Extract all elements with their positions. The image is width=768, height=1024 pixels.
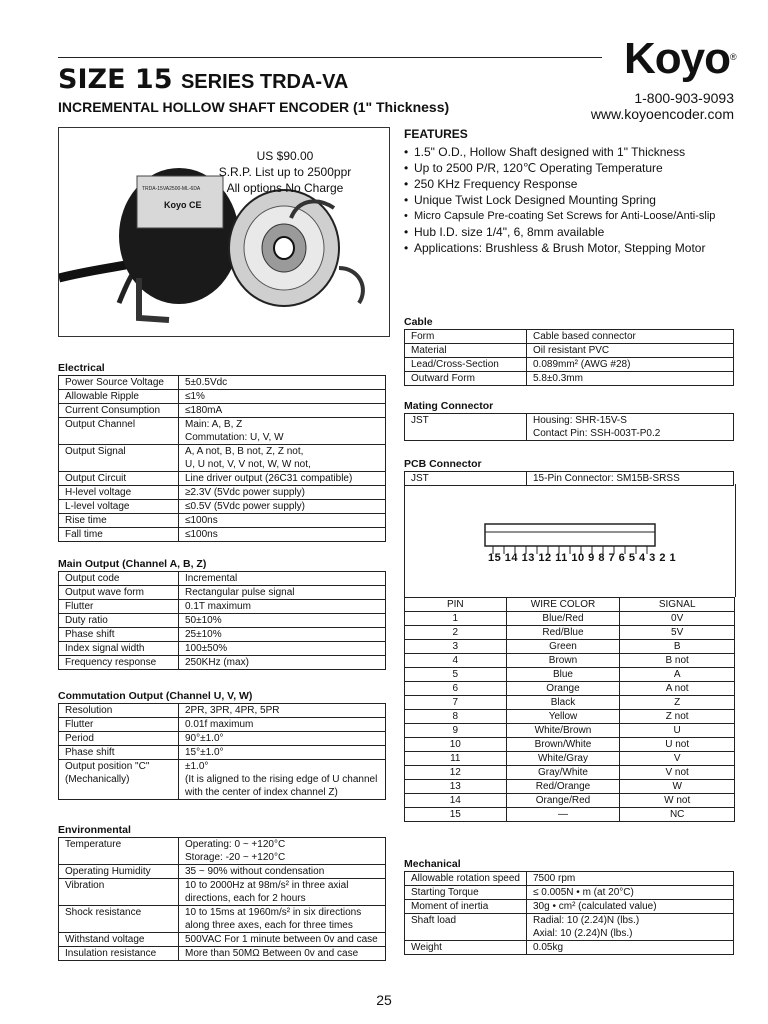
spec-row — [405, 900, 734, 914]
spec-row — [59, 376, 386, 390]
spec-value: More than 50MΩ Between 0v and case — [179, 947, 386, 961]
spec-label: Output position "C" (Mechanically) — [59, 760, 179, 800]
spec-label: Phase shift — [59, 628, 179, 642]
pin-row — [405, 612, 735, 626]
spec-value: Line driver output (26C31 compatible) — [179, 472, 386, 486]
spec-label: Power Source Voltage — [59, 376, 179, 390]
electrical-table — [58, 375, 386, 542]
feature-item: • 1.5" O.D., Hollow Shaft designed with 1" Thickness — [404, 144, 715, 160]
spec-row — [59, 656, 386, 670]
signal-name: V not — [620, 766, 735, 780]
wire-color: Blue — [506, 668, 620, 682]
pin-number: 4 — [405, 654, 507, 668]
feature-item: • Unique Twist Lock Designed Mounting Spring — [404, 192, 715, 208]
pin-number-labels: 15 14 13 12 11 10 9 8 7 6 5 4 3 2 1 — [488, 552, 677, 564]
signal-name: B — [620, 640, 735, 654]
spec-row — [59, 642, 386, 656]
spec-label: Vibration — [59, 879, 179, 906]
signal-name: V — [620, 752, 735, 766]
feature-item: • Applications: Brushless & Brush Motor, Stepping Motor — [404, 240, 715, 256]
pin-number: 3 — [405, 640, 507, 654]
pin-row — [405, 766, 735, 780]
main-output-title: Main Output (Channel A, B, Z) — [58, 558, 207, 570]
spec-label: Output Signal — [59, 445, 179, 472]
spec-label: Weight — [405, 941, 527, 955]
spec-value: Rectangular pulse signal — [179, 586, 386, 600]
mating-table — [404, 413, 734, 441]
spec-value: 100±50% — [179, 642, 386, 656]
connector-illustration — [405, 484, 735, 597]
header-rule — [58, 57, 602, 58]
spec-label: Moment of inertia — [405, 900, 527, 914]
pin-row — [405, 668, 735, 682]
spec-row — [59, 404, 386, 418]
spec-value: ≤180mA — [179, 404, 386, 418]
spec-label: Fall time — [59, 528, 179, 542]
spec-label: Period — [59, 732, 179, 746]
spec-label: Withstand voltage — [59, 933, 179, 947]
pin-number: 14 — [405, 794, 507, 808]
spec-label: Output code — [59, 572, 179, 586]
spec-row — [405, 344, 734, 358]
spec-label: Insulation resistance — [59, 947, 179, 961]
wire-color: Green — [506, 640, 620, 654]
spec-value: 10 to 2000Hz at 98m/s² in three axial directions, each for 2 hours — [179, 879, 386, 906]
spec-value: Radial: 10 (2.24)N (lbs.) Axial: 10 (2.24)N (lbs.) — [527, 914, 734, 941]
spec-label: Flutter — [59, 718, 179, 732]
spec-value: ±1.0° (It is aligned to the rising edge of U channel with the center of index channel Z) — [179, 760, 386, 800]
spec-value: ≤0.5V (5Vdc power supply) — [179, 500, 386, 514]
pin-number: 7 — [405, 696, 507, 710]
spec-value: ≥2.3V (5Vdc power supply) — [179, 486, 386, 500]
spec-label: Output Circuit — [59, 472, 179, 486]
spec-row — [405, 872, 734, 886]
spec-value: 500VAC For 1 minute between 0v and case — [179, 933, 386, 947]
signal-name: Z not — [620, 710, 735, 724]
pin-row — [405, 808, 735, 822]
spec-row — [405, 914, 734, 941]
features-block — [404, 126, 715, 256]
cable-title: Cable — [404, 316, 433, 328]
spec-row — [59, 472, 386, 486]
pin-number: 15 — [405, 808, 507, 822]
signal-name: 5V — [620, 626, 735, 640]
spec-value: 35 ~ 90% without condensation — [179, 865, 386, 879]
spec-value: A, A not, B, B not, Z, Z not, U, U not, V, V not, W, W not, — [179, 445, 386, 472]
spec-row — [59, 528, 386, 542]
website-link[interactable]: www.koyoencoder.com — [590, 106, 734, 122]
pin-number: 6 — [405, 682, 507, 696]
pin-row — [405, 738, 735, 752]
environmental-title: Environmental — [58, 824, 131, 836]
spec-row — [59, 704, 386, 718]
pin-row — [405, 710, 735, 724]
spec-label: L-level voltage — [59, 500, 179, 514]
spec-label: Output wave form — [59, 586, 179, 600]
electrical-title: Electrical — [58, 362, 105, 374]
spec-label: Starting Torque — [405, 886, 527, 900]
koyo-logo: Koyo® — [624, 34, 736, 83]
contact-info — [591, 90, 734, 122]
features-title: FEATURES — [404, 127, 468, 141]
spec-value: 0.1T maximum — [179, 600, 386, 614]
wire-color: — — [506, 808, 620, 822]
phone-number: 1-800-903-9093 — [634, 90, 734, 106]
wire-color: Yellow — [506, 710, 620, 724]
wire-color: White/Brown — [506, 724, 620, 738]
spec-value: 5.8±0.3mm — [527, 372, 734, 386]
spec-label: Flutter — [59, 600, 179, 614]
spec-label: Allowable rotation speed — [405, 872, 527, 886]
spec-label: Form — [405, 330, 527, 344]
spec-label: JST — [405, 414, 527, 441]
signal-name: Z — [620, 696, 735, 710]
pcb-title: PCB Connector — [404, 458, 482, 470]
spec-row — [405, 372, 734, 386]
spec-row — [59, 933, 386, 947]
size-label: SIZE 15 — [58, 64, 173, 95]
spec-row — [405, 941, 734, 955]
signal-name: B not — [620, 654, 735, 668]
pin-table — [404, 597, 735, 822]
mechanical-title: Mechanical — [404, 858, 461, 870]
spec-row — [405, 358, 734, 372]
pin-number: 12 — [405, 766, 507, 780]
spec-label: Duty ratio — [59, 614, 179, 628]
pin-number: 9 — [405, 724, 507, 738]
wire-color: Red/Blue — [506, 626, 620, 640]
spec-row — [59, 879, 386, 906]
pin-number: 2 — [405, 626, 507, 640]
spec-row — [59, 760, 386, 800]
svg-text:Koyo CE: Koyo CE — [164, 200, 202, 210]
pin-number: 1 — [405, 612, 507, 626]
spec-row — [59, 572, 386, 586]
spec-row — [59, 586, 386, 600]
spec-row — [59, 614, 386, 628]
spec-value: Incremental — [179, 572, 386, 586]
spec-label: Index signal width — [59, 642, 179, 656]
spec-row — [59, 718, 386, 732]
wire-color: Gray/White — [506, 766, 620, 780]
wire-color: Blue/Red — [506, 612, 620, 626]
wire-color: Brown — [506, 654, 620, 668]
spec-row — [405, 414, 734, 441]
spec-row — [59, 418, 386, 445]
pin-row — [405, 724, 735, 738]
wire-color: Brown/White — [506, 738, 620, 752]
spec-row — [59, 390, 386, 404]
spec-label: Frequency response — [59, 656, 179, 670]
spec-label: Rise time — [59, 514, 179, 528]
pin-number: 11 — [405, 752, 507, 766]
spec-value: 0.01f maximum — [179, 718, 386, 732]
feature-item: • Up to 2500 P/R, 120℃ Operating Temperature — [404, 160, 715, 176]
spec-value: Operating: 0 ~ +120°C Storage: -20 ~ +120°C — [179, 838, 386, 865]
spec-label: Shaft load — [405, 914, 527, 941]
spec-value: 0.05kg — [527, 941, 734, 955]
commutation-title: Commutation Output (Channel U, V, W) — [58, 690, 253, 702]
spec-value: 15°±1.0° — [179, 746, 386, 760]
spec-row — [59, 486, 386, 500]
spec-value: Oil resistant PVC — [527, 344, 734, 358]
mechanical-table — [404, 871, 734, 955]
spec-row — [59, 906, 386, 933]
spec-value: ≤1% — [179, 390, 386, 404]
pin-row — [405, 696, 735, 710]
pin-row — [405, 626, 735, 640]
series-label: SERIES TRDA-VA — [180, 71, 349, 93]
pin-number: 8 — [405, 710, 507, 724]
spec-value: 90°±1.0° — [179, 732, 386, 746]
spec-value: 25±10% — [179, 628, 386, 642]
spec-label: H-level voltage — [59, 486, 179, 500]
wire-color: Orange — [506, 682, 620, 696]
pcb-connector-drawing — [404, 484, 736, 597]
spec-row — [59, 628, 386, 642]
spec-row — [59, 732, 386, 746]
spec-row — [405, 330, 734, 344]
pin-row — [405, 794, 735, 808]
spec-label: JST — [405, 472, 527, 486]
signal-name: 0V — [620, 612, 735, 626]
spec-label: Material — [405, 344, 527, 358]
mating-title: Mating Connector — [404, 400, 494, 412]
spec-row — [59, 500, 386, 514]
spec-row — [59, 865, 386, 879]
signal-name: NC — [620, 808, 735, 822]
spec-label: Temperature — [59, 838, 179, 865]
main-output-table — [58, 571, 386, 670]
pin-number: 13 — [405, 780, 507, 794]
feature-item: • Hub I.D. size 1/4", 6, 8mm available — [404, 224, 715, 240]
page-title — [58, 64, 348, 95]
page-subtitle: INCREMENTAL HOLLOW SHAFT ENCODER (1" Thickness) — [58, 99, 450, 115]
pin-table-header — [405, 598, 735, 612]
spec-value: ≤ 0.005N • m (at 20°C) — [527, 886, 734, 900]
spec-label: Lead/Cross-Section — [405, 358, 527, 372]
spec-value: ≤100ns — [179, 514, 386, 528]
wire-color: Black — [506, 696, 620, 710]
spec-label: Outward Form — [405, 372, 527, 386]
signal-name: A not — [620, 682, 735, 696]
wire-color: Red/Orange — [506, 780, 620, 794]
page-number: 25 — [376, 992, 392, 1008]
spec-value: ≤100ns — [179, 528, 386, 542]
pin-number: 10 — [405, 738, 507, 752]
spec-value: Main: A, B, Z Commutation: U, V, W — [179, 418, 386, 445]
wire-color: White/Gray — [506, 752, 620, 766]
spec-row — [59, 947, 386, 961]
pin-row — [405, 654, 735, 668]
spec-label: Output Channel — [59, 418, 179, 445]
spec-value: 250KHz (max) — [179, 656, 386, 670]
spec-row — [59, 445, 386, 472]
spec-value: 50±10% — [179, 614, 386, 628]
pin-row — [405, 640, 735, 654]
signal-name: W not — [620, 794, 735, 808]
spec-label: Operating Humidity — [59, 865, 179, 879]
spec-value: Cable based connector — [527, 330, 734, 344]
spec-label: Allowable Ripple — [59, 390, 179, 404]
spec-label: Shock resistance — [59, 906, 179, 933]
cable-table — [404, 329, 734, 386]
price-note: US $90.00 S.R.P. List up to 2500ppr All options No Charge — [218, 149, 352, 195]
spec-row — [405, 886, 734, 900]
spec-value: Housing: SHR-15V-S Contact Pin: SSH-003T-P0.2 — [527, 414, 734, 441]
spec-value: 2PR, 3PR, 4PR, 5PR — [179, 704, 386, 718]
environmental-table — [58, 837, 386, 961]
spec-value: 0.089mm² (AWG #28) — [527, 358, 734, 372]
features-list — [404, 144, 715, 256]
svg-text:TRDA-15VA2500-ML-6DA: TRDA-15VA2500-ML-6DA — [142, 186, 201, 192]
wire-color: Orange/Red — [506, 794, 620, 808]
spec-value: 30g • cm² (calculated value) — [527, 900, 734, 914]
spec-row — [59, 514, 386, 528]
signal-header: SIGNAL — [620, 598, 735, 612]
spec-value: 15-Pin Connector: SM15B-SRSS — [527, 472, 734, 486]
spec-value: 10 to 15ms at 1960m/s² in six directions along three axes, each for three times — [179, 906, 386, 933]
spec-label: Phase shift — [59, 746, 179, 760]
spec-value: 7500 rpm — [527, 872, 734, 886]
pin-number: 5 — [405, 668, 507, 682]
wire-color-header: WIRE COLOR — [506, 598, 620, 612]
signal-name: W — [620, 780, 735, 794]
spec-value: 5±0.5Vdc — [179, 376, 386, 390]
commutation-table — [58, 703, 386, 800]
feature-item: • 250 KHz Frequency Response — [404, 176, 715, 192]
signal-name: U — [620, 724, 735, 738]
spec-label: Current Consumption — [59, 404, 179, 418]
pin-row — [405, 780, 735, 794]
pin-header: PIN — [405, 598, 507, 612]
signal-name: U not — [620, 738, 735, 752]
pin-row — [405, 682, 735, 696]
signal-name: A — [620, 668, 735, 682]
spec-row — [59, 838, 386, 865]
feature-item: • Micro Capsule Pre-coating Set Screws for Anti-Loose/Anti-slip — [404, 208, 715, 224]
spec-row — [59, 600, 386, 614]
spec-row — [59, 746, 386, 760]
spec-label: Resolution — [59, 704, 179, 718]
pin-row — [405, 752, 735, 766]
